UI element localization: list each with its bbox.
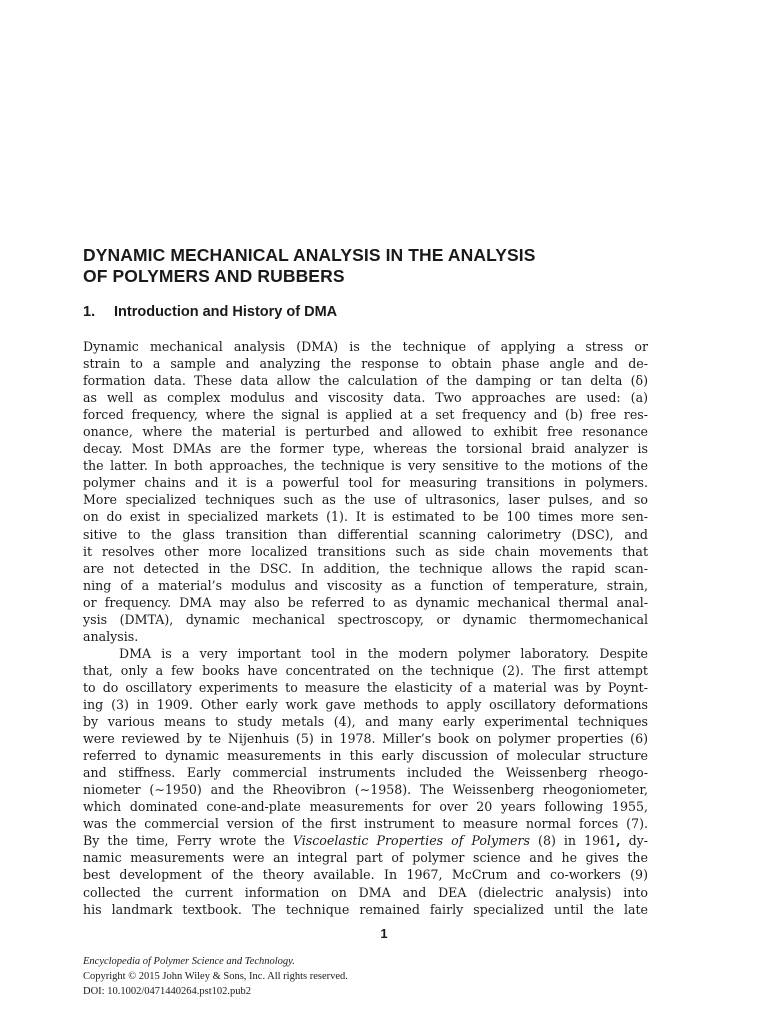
body-line: that, only a few books have concentrated on the technique (2). The first attempt bbox=[83, 662, 648, 678]
body-line: analysis. bbox=[83, 628, 139, 644]
footer-doi: DOI: 10.1002/0471440264.pst102.pub2 bbox=[83, 986, 251, 997]
body-line: are not detected in the DSC. In addition, the technique allows the rapid scan- bbox=[83, 560, 648, 576]
body-line: Dynamic mechanical analysis (DMA) is the technique of applying a stress or bbox=[83, 339, 648, 354]
article-title bbox=[83, 245, 683, 287]
body-line: onance, where the material is perturbed and allowed to exhibit free resonance bbox=[83, 424, 648, 440]
body-line: on do exist in specialized markets (1). It is estimated to be 100 times more sen- bbox=[83, 509, 648, 525]
body-line: polymer chains and it is a powerful tool for measuring transitions in polymers. bbox=[83, 475, 648, 491]
body-line-ferry bbox=[83, 832, 648, 849]
book-title: Viscoelastic Properties of Polymers bbox=[292, 833, 530, 849]
ferry-text-before: By the time, Ferry wrote the bbox=[83, 833, 293, 849]
body-line: strain to a sample and analyzing the response to obtain phase angle and de- bbox=[83, 356, 648, 372]
body-line: to do oscillatory experiments to measure the elasticity of a material was by Poynt- bbox=[83, 679, 648, 695]
section-heading bbox=[83, 302, 683, 322]
body-line: forced frequency, where the signal is applied at a set frequency and (b) free res- bbox=[83, 407, 648, 423]
body-line: it resolves other more localized transitions such as side chain movements that bbox=[83, 543, 648, 559]
body-line: sitive to the glass transition than differential scanning calorimetry (DSC), and bbox=[83, 526, 648, 542]
article-title-line-1: DYNAMIC MECHANICAL ANALYSIS IN THE ANALYSIS bbox=[83, 245, 536, 265]
footer-citation bbox=[83, 954, 703, 984]
page-footer bbox=[83, 954, 703, 999]
body-line: niometer (∼1950) and the Rheovibron (∼1958). The Weissenberg rheogoniometer, bbox=[83, 782, 648, 798]
body-line: ning of a material’s modulus and viscosity as a function of temperature, strain, bbox=[83, 577, 648, 593]
footer-copyright: Copyright © 2015 John Wiley & Sons, Inc. All rights reserved. bbox=[83, 971, 348, 982]
body-line: his landmark textbook. The technique remained fairly specialized until the late bbox=[83, 901, 648, 917]
body-line: was the commercial version of the first instrument to measure normal forces (7). bbox=[83, 816, 648, 832]
body-line: referred to dynamic measurements in this early discussion of molecular structure bbox=[83, 748, 648, 764]
ferry-text-tail: dy- bbox=[620, 833, 648, 849]
body-line: ing (3) in 1909. Other early work gave methods to apply oscillatory deformations bbox=[83, 696, 648, 712]
body-line: the latter. In both approaches, the technique is very sensitive to the motions of the bbox=[83, 458, 648, 474]
page-number: 1 bbox=[380, 926, 388, 941]
body-line: by various means to study metals (4), and many early experimental techniques bbox=[83, 714, 648, 730]
body-text bbox=[83, 338, 648, 918]
footer-encyclopedia: Encyclopedia of Polymer Science and Technology. bbox=[83, 956, 295, 967]
body-line: DMA is a very important tool in the modern polymer laboratory. Despite bbox=[119, 645, 648, 661]
body-line: best development of the theory available. In 1967, McCrum and co-workers (9) bbox=[83, 867, 648, 883]
body-line: which dominated cone-and-plate measurements for over 20 years following 1955, bbox=[83, 799, 648, 815]
body-line: were reviewed by te Nijenhuis (5) in 1978. Miller’s book on polymer properties (6) bbox=[83, 731, 648, 747]
body-line: collected the current information on DMA and DEA (dielectric analysis) into bbox=[83, 884, 648, 900]
ferry-text-after: (8) in 1961 bbox=[530, 833, 617, 849]
body-line: More specialized techniques such as the use of ultrasonics, laser pulses, and so bbox=[83, 492, 648, 508]
body-line: formation data. These data allow the calculation of the damping or tan delta (δ) bbox=[83, 373, 648, 389]
section-title: Introduction and History of DMA bbox=[114, 304, 338, 320]
body-line: and stiffness. Early commercial instruments included the Weissenberg rheogo- bbox=[83, 765, 648, 781]
ferry-comma: , bbox=[616, 833, 621, 849]
body-line: ysis (DMTA), dynamic mechanical spectroscopy, or dynamic thermomechanical bbox=[83, 611, 648, 627]
body-line: as well as complex modulus and viscosity data. Two approaches are used: (a) bbox=[83, 390, 648, 406]
body-line: decay. Most DMAs are the former type, whereas the torsional braid analyzer is bbox=[83, 441, 648, 457]
article-title-line-2: OF POLYMERS AND RUBBERS bbox=[83, 266, 345, 286]
section-number: 1. bbox=[83, 304, 96, 320]
body-line: namic measurements were an integral part of polymer science and he gives the bbox=[83, 850, 648, 866]
body-line: or frequency. DMA may also be referred to as dynamic mechanical thermal anal- bbox=[83, 594, 648, 610]
